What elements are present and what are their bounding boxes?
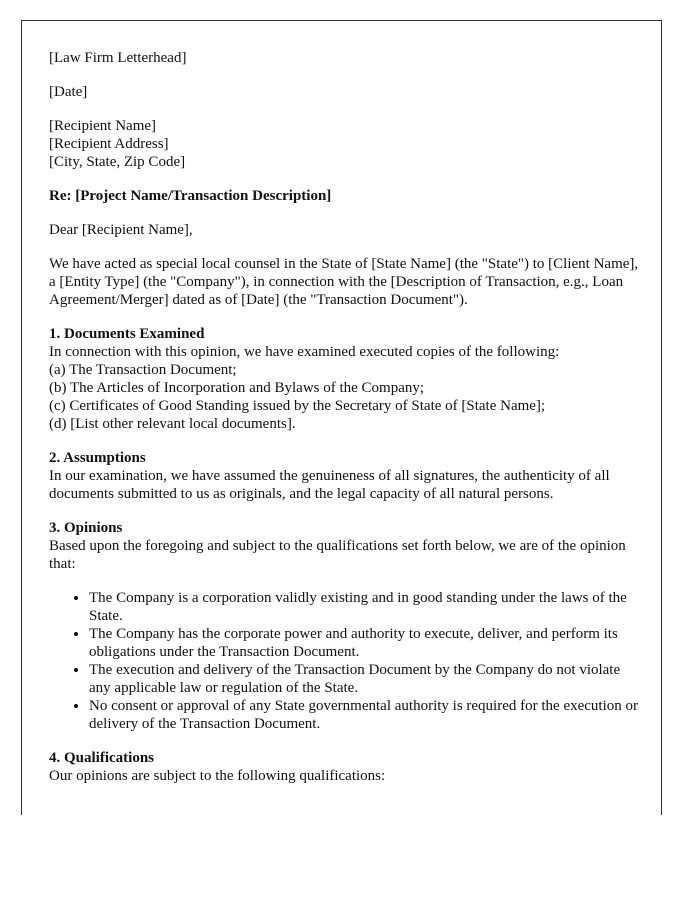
recipient-block (49, 117, 641, 171)
list-item: • No consent or approval of any State governmental authority is required for the execution or delivery of the Transaction Document. (89, 697, 641, 733)
section-text: Our opinions are subject to the following qualifications: (49, 768, 386, 784)
section-line: (b) The Articles of Incorporation and Bylaws of the Company; (49, 380, 425, 396)
re-line: Re: [Project Name/Transaction Description] (49, 188, 332, 204)
section-qualifications (49, 749, 641, 785)
recipient-city: [City, State, Zip Code] (49, 154, 186, 170)
section-text: In our examination, we have assumed the genuineness of all signatures, the authenticity of all documents submitted to us as originals, and the legal capacity of all natural persons. (49, 468, 610, 502)
section-assumptions (49, 449, 641, 503)
recipient-name: [Recipient Name] (49, 118, 157, 134)
section-documents-examined (49, 325, 641, 433)
section-heading: 2. Assumptions (49, 450, 146, 466)
section-line: In connection with this opinion, we have examined executed copies of the following: (49, 344, 560, 360)
salutation: Dear [Recipient Name], (49, 222, 193, 238)
intro-paragraph: We have acted as special local counsel in the State of [State Name] (the "State") to [Client Name], a [Entity Type] (the "Company"), in connection with the [Description of Transaction, e.g., Loan Agreement/Merger] dated as of [Date] (the "Transaction Document"). (49, 256, 639, 308)
section-line: (d) [List other relevant local documents]. (49, 416, 296, 432)
section-heading: 4. Qualifications (49, 750, 155, 766)
section-line: (c) Certificates of Good Standing issued by the Secretary of State of [State Name]; (49, 398, 546, 414)
section-heading: 1. Documents Examined (49, 326, 205, 342)
letter-date: [Date] (49, 84, 88, 100)
section-heading: 3. Opinions (49, 520, 123, 536)
letterhead: [Law Firm Letterhead] (49, 50, 187, 66)
list-item: • The Company is a corporation validly existing and in good standing under the laws of the State. (89, 589, 641, 625)
letter-document (21, 20, 662, 815)
section-line: (a) The Transaction Document; (49, 362, 237, 378)
recipient-address: [Recipient Address] (49, 136, 169, 152)
list-item: • The execution and delivery of the Transaction Document by the Company do not violate any applicable law or regulation of the State. (89, 661, 641, 697)
list-item: • The Company has the corporate power and authority to execute, deliver, and perform its obligations under the Transaction Document. (89, 625, 641, 661)
opinions-list (49, 589, 641, 733)
section-opinions (49, 519, 641, 573)
section-text: Based upon the foregoing and subject to the qualifications set forth below, we are of the opinion that: (49, 538, 626, 572)
